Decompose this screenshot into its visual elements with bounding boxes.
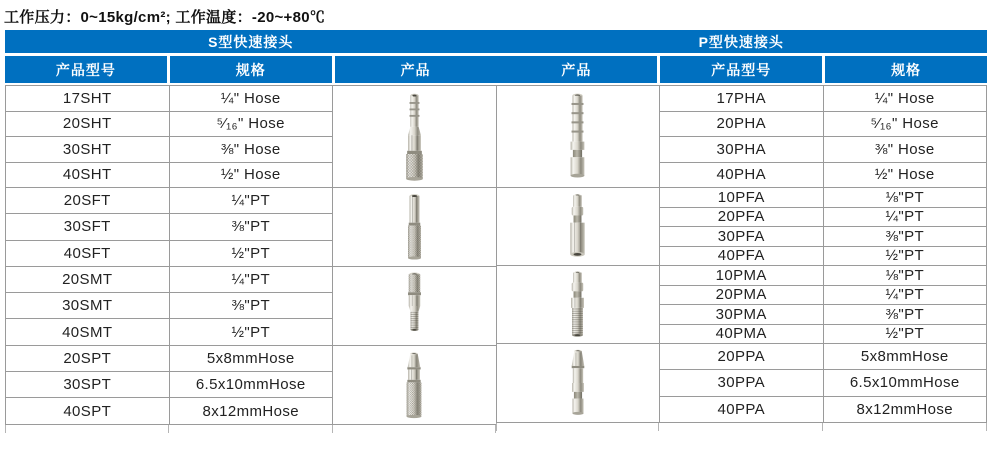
p-hose-barb-plug-image: [559, 91, 596, 183]
p-hose-barb-plug-photo: [496, 86, 660, 188]
p-type-body-table: [496, 85, 988, 423]
p-col-spec: 规格: [825, 56, 987, 83]
p-col-model: 产品型号: [660, 56, 822, 83]
s-col-spec: 规格: [170, 56, 332, 83]
model-cell: 30PFA: [660, 227, 824, 247]
spec-cell: ½"PT: [169, 319, 333, 345]
spec-cell: ¼"PT: [823, 207, 987, 227]
model-cell: 40PPA: [660, 396, 824, 422]
spec-cell: ½"PT: [169, 240, 333, 266]
model-cell: 10PFA: [660, 188, 824, 208]
s-type-header: [5, 30, 497, 83]
spec-cell: ⅜"PT: [823, 227, 987, 247]
spec-cell: ½" Hose: [823, 162, 987, 188]
p-hose-nut-plug-image: [563, 346, 593, 420]
spec-cell: ¼"PT: [169, 188, 333, 214]
model-cell: 10PMA: [660, 266, 824, 286]
spec-cell: 6.5x10mmHose: [169, 372, 333, 398]
p-type-panel: [496, 30, 988, 433]
spec-cell: ⁵⁄₁₆" Hose: [169, 111, 333, 137]
spec-cell: ½" Hose: [169, 162, 333, 188]
p-male-thread-plug-image: [563, 269, 592, 341]
product-table: [5, 30, 988, 433]
s-hose-barb-coupler-image: [396, 91, 433, 183]
model-cell: 40SFT: [6, 240, 170, 266]
spec-cell: ⅜"PT: [823, 305, 987, 325]
spec-cell: 6.5x10mmHose: [823, 370, 987, 396]
p-male-thread-plug-photo: [496, 266, 660, 344]
p-type-header: [496, 30, 988, 83]
table-row: [496, 266, 987, 286]
table-cutoff-stubs: [5, 425, 497, 433]
model-cell: 30SHT: [6, 137, 170, 163]
spec-cell: 5x8mmHose: [169, 345, 333, 371]
spec-cell: ⅛"PT: [823, 266, 987, 286]
model-cell: 40PFA: [660, 246, 824, 266]
model-cell: 40SHT: [6, 162, 170, 188]
p-hose-nut-plug-photo: [496, 344, 660, 423]
table-row: [496, 344, 987, 370]
model-cell: 20PMA: [660, 285, 824, 305]
s-col-product: 产品: [335, 56, 497, 83]
model-cell: 40SPT: [6, 398, 170, 424]
model-cell: 30SPT: [6, 372, 170, 398]
table-row: [6, 266, 497, 292]
model-cell: 20PHA: [660, 111, 824, 137]
table-row: [6, 86, 497, 112]
page-title: 工作压力：0~15kg/cm²; 工作温度：-20~+80℃: [4, 9, 326, 26]
p-female-thread-plug-photo: [496, 188, 660, 266]
spec-cell: ⁵⁄₁₆" Hose: [823, 111, 987, 137]
s-male-thread-coupler-photo: [333, 266, 497, 345]
model-cell: 30SFT: [6, 214, 170, 240]
model-cell: 30PPA: [660, 370, 824, 396]
p-type-group-title: P型快速接头: [496, 30, 987, 53]
spec-cell: ½"PT: [823, 324, 987, 344]
p-female-thread-plug-image: [563, 191, 592, 263]
s-col-model: 产品型号: [5, 56, 167, 83]
table-row: [6, 188, 497, 214]
spec-cell: ¼"PT: [169, 266, 333, 292]
model-cell: 40PMA: [660, 324, 824, 344]
model-cell: 30PHA: [660, 137, 824, 163]
model-cell: 20SMT: [6, 266, 170, 292]
model-cell: 20SFT: [6, 188, 170, 214]
spec-cell: 8x12mmHose: [823, 396, 987, 422]
model-cell: 20SHT: [6, 111, 170, 137]
model-cell: 17PHA: [660, 86, 824, 112]
s-hose-barb-coupler-photo: [333, 86, 497, 188]
spec-cell: ½"PT: [823, 246, 987, 266]
spec-cell: ⅜" Hose: [823, 137, 987, 163]
spec-cell: ¼" Hose: [823, 86, 987, 112]
model-cell: 40SMT: [6, 319, 170, 345]
model-cell: 20PFA: [660, 207, 824, 227]
model-cell: 20SPT: [6, 345, 170, 371]
model-cell: 20PPA: [660, 344, 824, 370]
spec-cell: 8x12mmHose: [169, 398, 333, 424]
table-row: [496, 86, 987, 112]
spec-cell: ⅜"PT: [169, 214, 333, 240]
s-female-thread-coupler-photo: [333, 188, 497, 267]
spec-cell: ¼" Hose: [169, 86, 333, 112]
model-cell: 30SMT: [6, 293, 170, 319]
s-type-body-table: [5, 85, 497, 425]
model-cell: 17SHT: [6, 86, 170, 112]
table-row: [496, 188, 987, 208]
model-cell: 30PMA: [660, 305, 824, 325]
table-row: [6, 345, 497, 371]
s-hose-nut-coupler-image: [399, 348, 429, 422]
p-col-product: 产品: [496, 56, 658, 83]
spec-cell: 5x8mmHose: [823, 344, 987, 370]
spec-cell: ¼"PT: [823, 285, 987, 305]
s-female-thread-coupler-image: [400, 191, 429, 263]
s-hose-nut-coupler-photo: [333, 345, 497, 424]
table-cutoff-stubs: [496, 423, 988, 431]
s-male-thread-coupler-image: [400, 270, 429, 342]
model-cell: 40PHA: [660, 162, 824, 188]
spec-cell: ⅜" Hose: [169, 137, 333, 163]
s-type-panel: [5, 30, 497, 433]
spec-cell: ⅛"PT: [823, 188, 987, 208]
spec-cell: ⅜"PT: [169, 293, 333, 319]
s-type-group-title: S型快速接头: [5, 30, 496, 53]
